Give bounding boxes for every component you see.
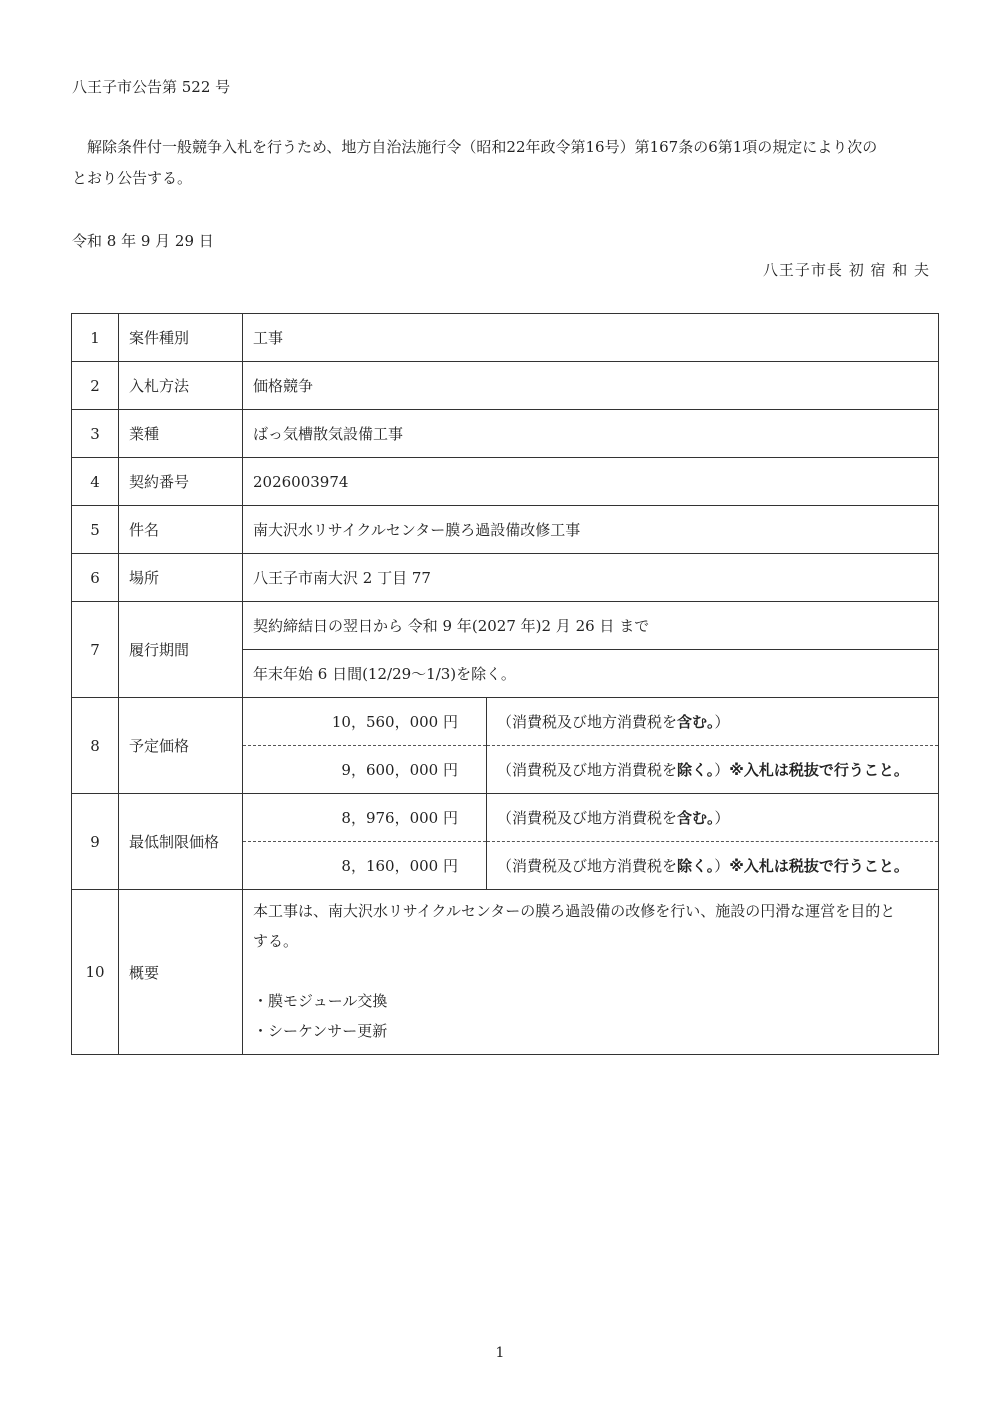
row-number: 7 xyxy=(72,602,119,698)
note-suffix: ） xyxy=(714,857,730,875)
signer: 八王子市長 初 宿 和 夫 xyxy=(762,261,930,279)
row-label: 概要 xyxy=(119,890,243,1055)
row-label: 最低制限価格 xyxy=(119,794,243,890)
table-row xyxy=(72,506,939,554)
note-prefix: （消費税及び地方消費税を xyxy=(497,857,678,875)
row-number: 10 xyxy=(72,890,119,1055)
page-number: 1 xyxy=(495,1345,505,1361)
price-note-excl-tax xyxy=(487,746,939,794)
row-label: 予定価格 xyxy=(119,698,243,794)
summary-line-1: 本工事は、南大沢水リサイクルセンターの膜ろ過設備の改修を行い、施設の円滑な運営を目的と xyxy=(253,902,896,920)
row-value: 南大沢水リサイクルセンター膜ろ過設備改修工事 xyxy=(243,506,939,554)
price-note-excl-tax xyxy=(487,842,939,890)
intro-line-2: とおり公告する。 xyxy=(72,169,193,187)
row-value: 2026003974 xyxy=(243,458,939,506)
note-bold: 除く。 xyxy=(677,857,715,875)
price-note-incl-tax xyxy=(487,794,939,842)
row-label: 契約番号 xyxy=(119,458,243,506)
price-amount-excl-tax: 9，600，000 円 xyxy=(243,746,487,794)
tax-excluded-bid-note: ※入札は税抜で行うこと。 xyxy=(729,761,909,779)
table-row xyxy=(72,410,939,458)
note-suffix: ） xyxy=(714,713,730,731)
note-prefix: （消費税及び地方消費税を xyxy=(497,809,678,827)
tender-details-table xyxy=(71,313,939,1055)
price-amount-excl-tax: 8，160，000 円 xyxy=(243,842,487,890)
summary-text xyxy=(243,890,939,1055)
table-row xyxy=(72,458,939,506)
notice-date: 令和 8 年 9 月 29 日 xyxy=(72,232,214,250)
row-value: 価格競争 xyxy=(243,362,939,410)
table-row xyxy=(72,602,939,650)
table-row xyxy=(72,314,939,362)
note-prefix: （消費税及び地方消費税を xyxy=(497,761,678,779)
row-label: 入札方法 xyxy=(119,362,243,410)
table-row xyxy=(72,794,939,842)
notice-number: 八王子市公告第 522 号 xyxy=(72,78,231,96)
row-number: 1 xyxy=(72,314,119,362)
note-prefix: （消費税及び地方消費税を xyxy=(497,713,678,731)
price-note-incl-tax xyxy=(487,698,939,746)
price-amount-incl-tax: 10，560，000 円 xyxy=(243,698,487,746)
table-row xyxy=(72,554,939,602)
row-value: 工事 xyxy=(243,314,939,362)
note-suffix: ） xyxy=(714,809,730,827)
price-amount-incl-tax: 8，976，000 円 xyxy=(243,794,487,842)
summary-bullet: ・膜モジュール交換 xyxy=(253,992,388,1010)
note-bold: 除く。 xyxy=(677,761,715,779)
row-value: 八王子市南大沢 2 丁目 77 xyxy=(243,554,939,602)
intro-line-1: 解除条件付一般競争入札を行うため、地方自治法施行令（昭和22年政令第16号）第167条の6第1項の規定により次の xyxy=(87,138,878,156)
row-number: 5 xyxy=(72,506,119,554)
tax-excluded-bid-note: ※入札は税抜で行うこと。 xyxy=(729,857,909,875)
table-row xyxy=(72,890,939,1055)
row-number: 9 xyxy=(72,794,119,890)
row-number: 3 xyxy=(72,410,119,458)
row-number: 2 xyxy=(72,362,119,410)
row-number: 4 xyxy=(72,458,119,506)
row-number: 8 xyxy=(72,698,119,794)
note-bold: 含む。 xyxy=(677,713,715,731)
note-bold: 含む。 xyxy=(677,809,715,827)
row-value: ばっ気槽散気設備工事 xyxy=(243,410,939,458)
note-suffix: ） xyxy=(714,761,730,779)
summary-bullet: ・シーケンサー更新 xyxy=(253,1022,388,1040)
table-row xyxy=(72,698,939,746)
period-line-2: 年末年始 6 日間(12/29～1/3)を除く。 xyxy=(243,650,939,698)
row-label: 場所 xyxy=(119,554,243,602)
table-row xyxy=(72,362,939,410)
row-label: 業種 xyxy=(119,410,243,458)
period-line-1: 契約締結日の翌日から 令和 9 年(2027 年)2 月 26 日 まで xyxy=(243,602,939,650)
intro-paragraph xyxy=(72,132,942,194)
row-label: 履行期間 xyxy=(119,602,243,698)
row-label: 件名 xyxy=(119,506,243,554)
row-label: 案件種別 xyxy=(119,314,243,362)
summary-line-2: する。 xyxy=(253,932,299,950)
row-number: 6 xyxy=(72,554,119,602)
